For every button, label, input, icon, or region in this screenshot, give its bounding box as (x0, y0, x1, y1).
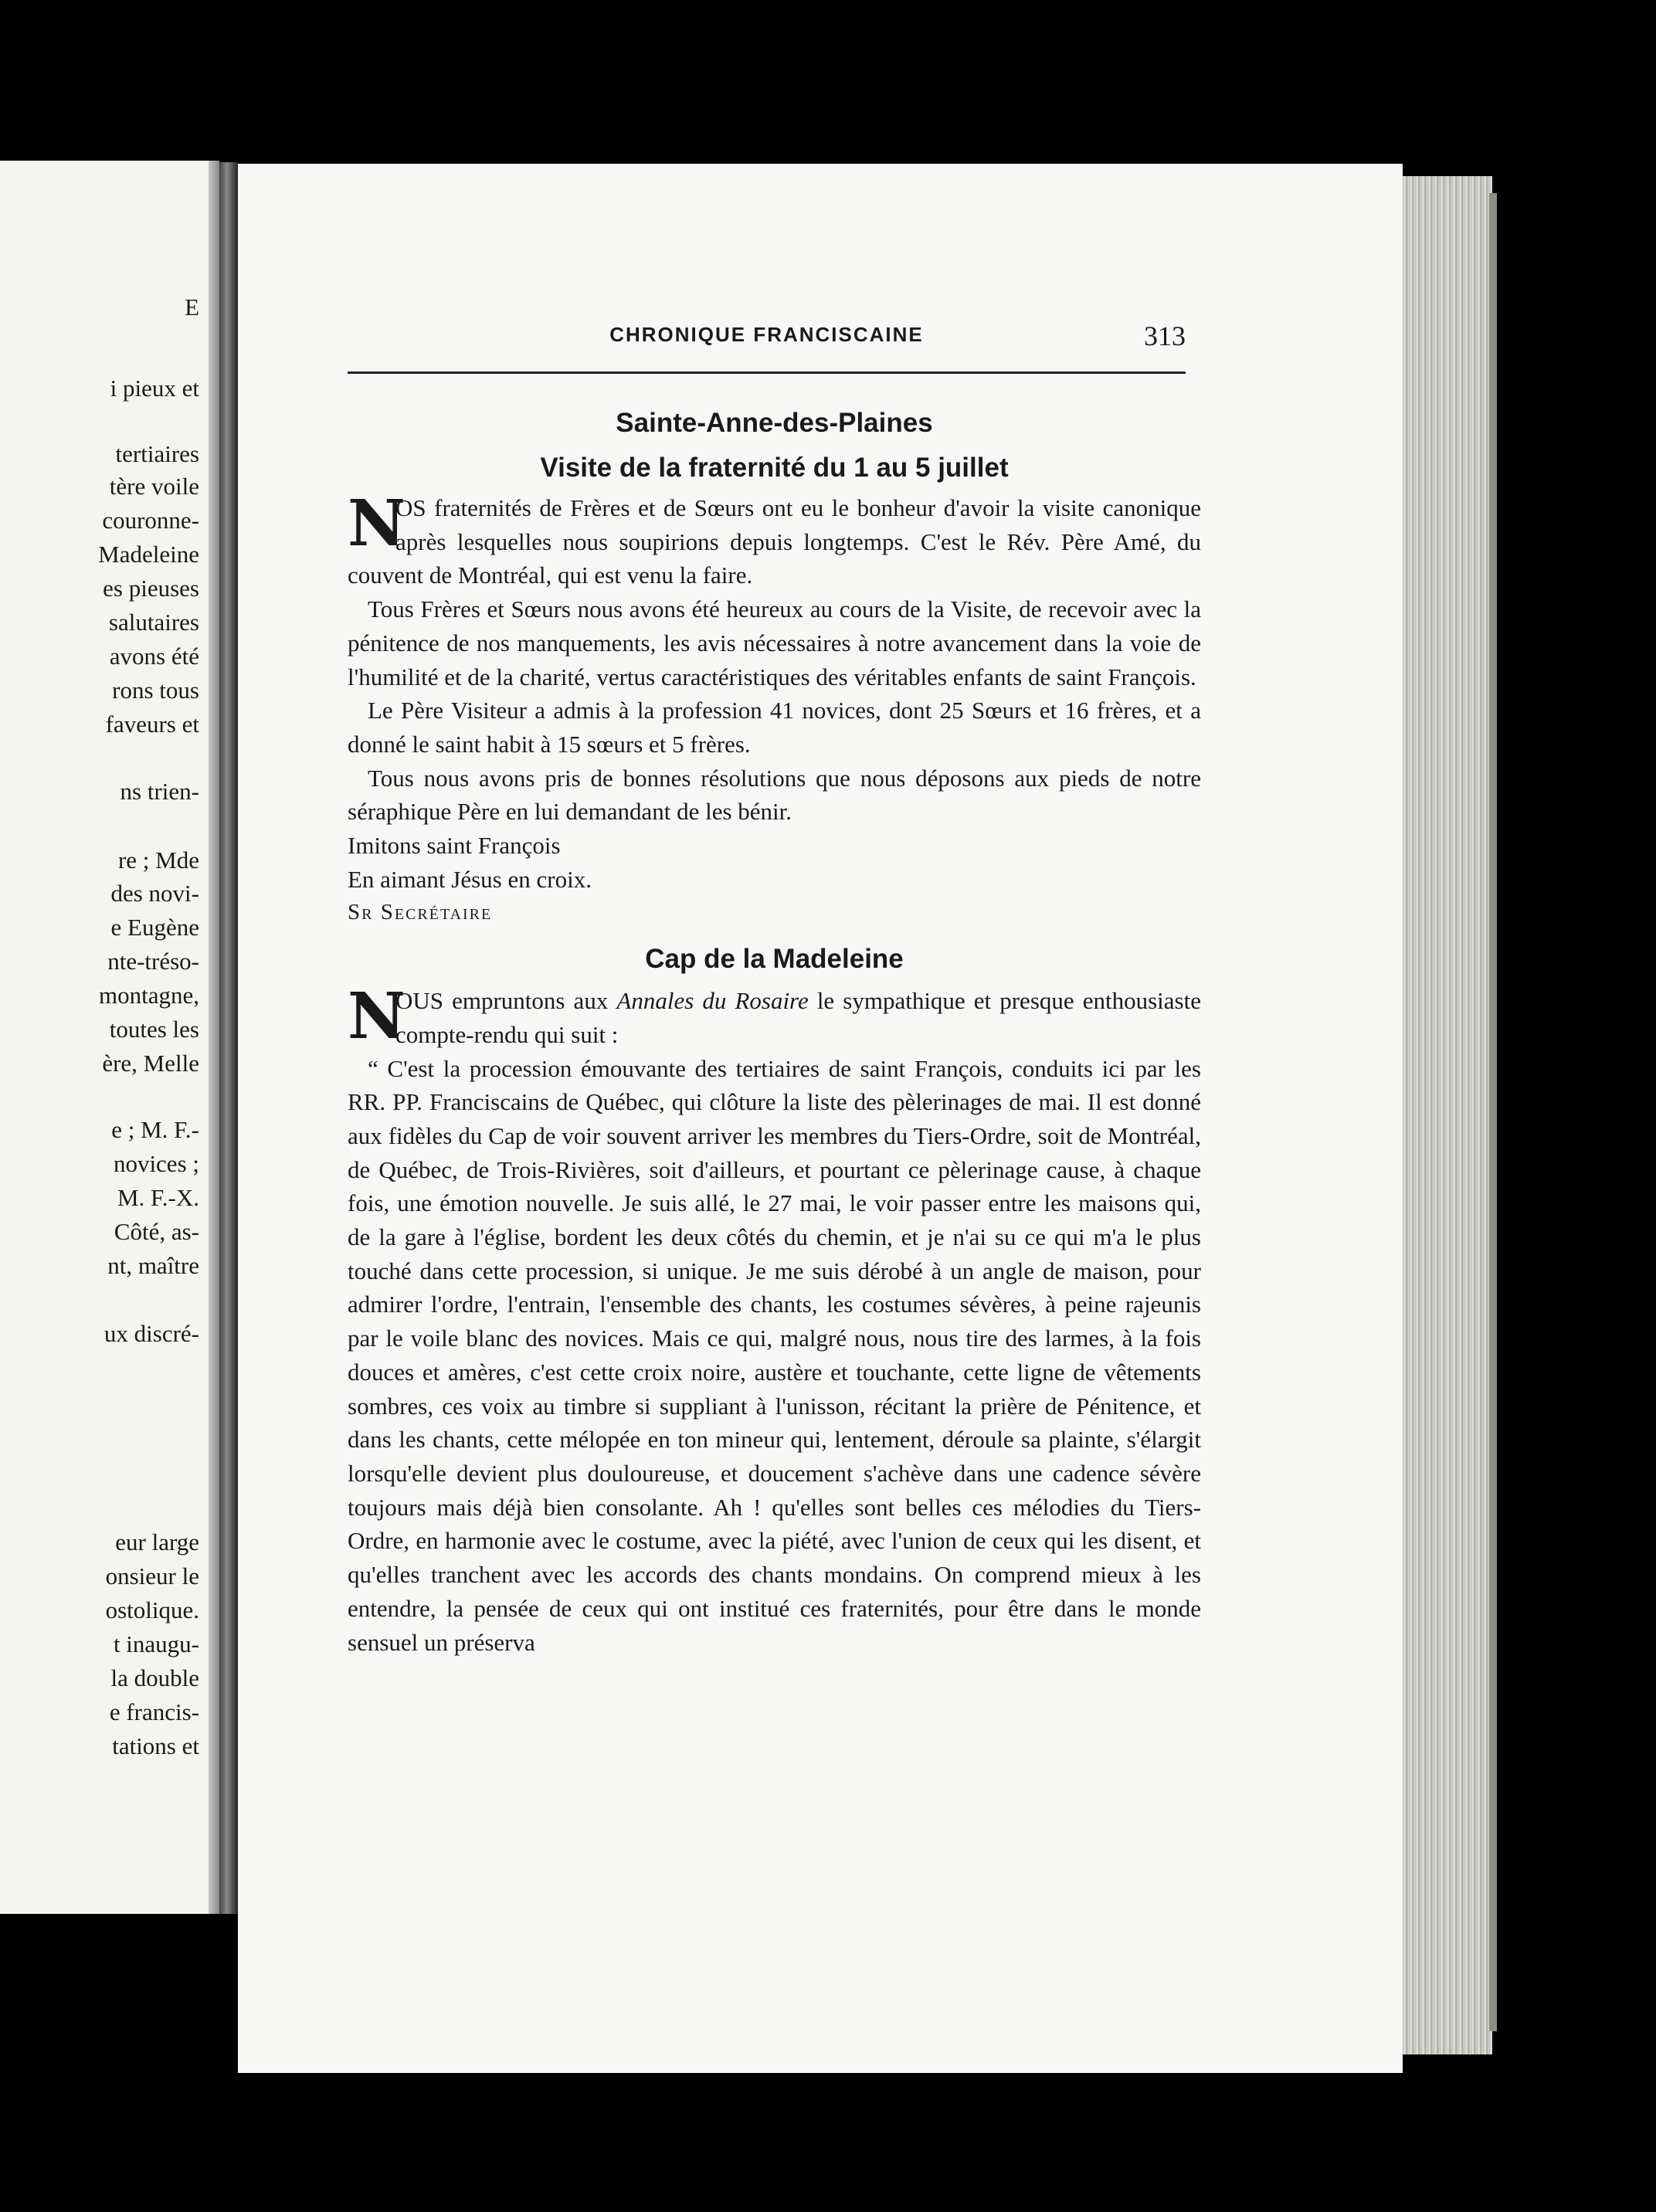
italic-title: Annales du Rosaire (616, 987, 809, 1015)
left-page-line: e ; M. F.- (111, 1116, 199, 1143)
left-page-line: ostolique. (105, 1596, 199, 1623)
running-head-title: CHRONIQUE FRANCISCAINE (609, 323, 924, 346)
left-page-line: onsieur le (105, 1562, 199, 1589)
left-page-line: Côté, as- (114, 1218, 199, 1245)
paragraph: “ C'est la procession émouvante des tertiaires de saint François, conduits ici par les RR. PP. Franciscains de Québec, qui clôture la liste des pèlerinages de mai. Il est donné aux fidèles du Cap de voir souvent arriver les membres du Tiers-Ordre, soit de Montréal, de Québec, de Trois-Rivières, soit d'ailleurs, et pourtant ce pèlerinage cause, à chaque fois, une émotion nouvelle. Je suis allé, le 27 mai, le voir passer entre les maisons qui, de la gare à l'église, bordent les deux côtés du chemin, et je n'ai su ce qui m'a le plus touché dans cette procession, si unique. Je me suis dérobé à un angle de maison, pour admirer l'ordre, l'entrain, l'ensemble des chants, les costumes sévères, à peine rajeunis par le voile blanc des novices. Mais ce qui, malgré nous, nous tire des larmes, à la fois douces et amères, c'est cette croix noire, austère et touchante, cette ligne de vêtements sombres, ces voix au timbre si suppliant à l'unisson, récitant la prière de Pénitence, et dans les chants, cette mélopée en ton mineur qui, lentement, déroule sa plainte, s'élargit lorsqu'elle devient plus douloureuse, et doucement s'achève dans une cadence sévère toujours mais déjà bien consolante. Ah ! qu'elles sont belles ces mélodies du Tiers-Ordre, en harmonie avec le costume, avec la piété, avec l'union de ceux qui les disent, et qu'elles tranchent avec les accords des chants mondains. On comprend mieux à les entendre, la pensée de ceux qui ont institué ces fraternités, pour être dans le monde sensuel un préserva (348, 1054, 1201, 1656)
left-page-line: tertiaires (115, 440, 199, 467)
page-fore-edge (1390, 176, 1492, 2054)
signature: Sr Secrétaire (348, 900, 493, 925)
left-page-line: nte-tréso- (107, 948, 199, 975)
drop-cap: N (348, 979, 406, 1054)
paragraph (348, 487, 1201, 592)
left-page-line: Madeleine (98, 541, 199, 568)
left-page-line: rons tous (112, 677, 199, 704)
paragraph-text: OS fraternités de Frères et de Sœurs ont eu le bonheur d'avoir la visite canonique après lesquelles nous soupirions depuis longtemps. C'est le Rév. Père Amé, du couvent de Montréal, qui est venu la faire. (348, 494, 1201, 589)
article-body (348, 402, 1201, 1659)
header-rule (348, 371, 1186, 374)
paragraph-text: le sympathique et presque enthousiaste compte-rendu qui suit : (395, 987, 1201, 1048)
left-page-line: ux discré- (104, 1320, 199, 1347)
left-page-line: nt, maître (107, 1252, 199, 1279)
left-page-line: re ; Mde (117, 846, 199, 874)
section-title-sainte-anne: Sainte-Anne-des-Plaines (616, 408, 933, 438)
paragraph: Tous Frères et Sœurs nous avons été heureux au cours de la Visite, de recevoir avec la pénitence de nos manquements, les avis nécessaires à notre avancement dans la voie de l'humilité et de la charité, vertus caractéristiques des véritables enfants de saint François. (348, 595, 1201, 690)
left-page-line: faveurs et (105, 711, 199, 738)
paragraph-text: OUS empruntons aux (395, 987, 617, 1015)
page-number: 313 (1144, 321, 1186, 351)
page-fore-edge-shadow (1489, 193, 1497, 2031)
running-head (348, 320, 1186, 351)
left-page-line: ère, Melle (102, 1050, 199, 1077)
left-page-line: es pieuses (103, 575, 199, 602)
left-page-line: avons été (109, 643, 199, 670)
drop-cap: N (348, 487, 406, 561)
verse-line: En aimant Jésus en croix. (348, 865, 592, 893)
left-page-line: couronne- (102, 507, 199, 534)
left-page-line: des novi- (110, 880, 199, 907)
left-page-line: e francis- (109, 1698, 199, 1725)
paragraph: Tous nous avons pris de bonnes résolutions que nous déposons aux pieds de notre séraphique Père en lui demandant de les bénir. (348, 764, 1201, 826)
page-gutter (209, 161, 219, 1914)
left-page-line: toutes les (109, 1016, 199, 1043)
verse-line: Imitons saint François (348, 832, 561, 860)
left-page-line: salutaires (108, 609, 199, 636)
left-page-line: montagne, (99, 982, 199, 1009)
left-page-line: e Eugène (110, 914, 199, 941)
binding-edge (219, 162, 238, 1914)
left-page-line: t inaugu- (113, 1630, 199, 1657)
left-page-line: tère voile (109, 473, 199, 500)
section-subtitle-visite: Visite de la fraternité du 1 au 5 juillet (540, 453, 1009, 483)
left-page-line: E (185, 293, 199, 321)
left-page-line: ns trien- (120, 778, 199, 805)
left-page-line: tations et (112, 1732, 199, 1759)
left-page-line: la double (110, 1664, 199, 1691)
paragraph: Le Père Visiteur a admis à la profession 41 novices, dont 25 Sœurs et 16 frères, et a donné le saint habit à 15 sœurs et 5 frères. (348, 697, 1201, 758)
left-page-line: novices ; (113, 1150, 199, 1177)
left-page (0, 161, 219, 1914)
paragraph (348, 979, 1201, 1054)
left-page-line: i pieux et (110, 375, 199, 402)
section-title-cap-madeleine: Cap de la Madeleine (645, 944, 904, 975)
left-page-line: M. F.-X. (117, 1184, 199, 1211)
left-page-line: eur large (115, 1528, 199, 1556)
